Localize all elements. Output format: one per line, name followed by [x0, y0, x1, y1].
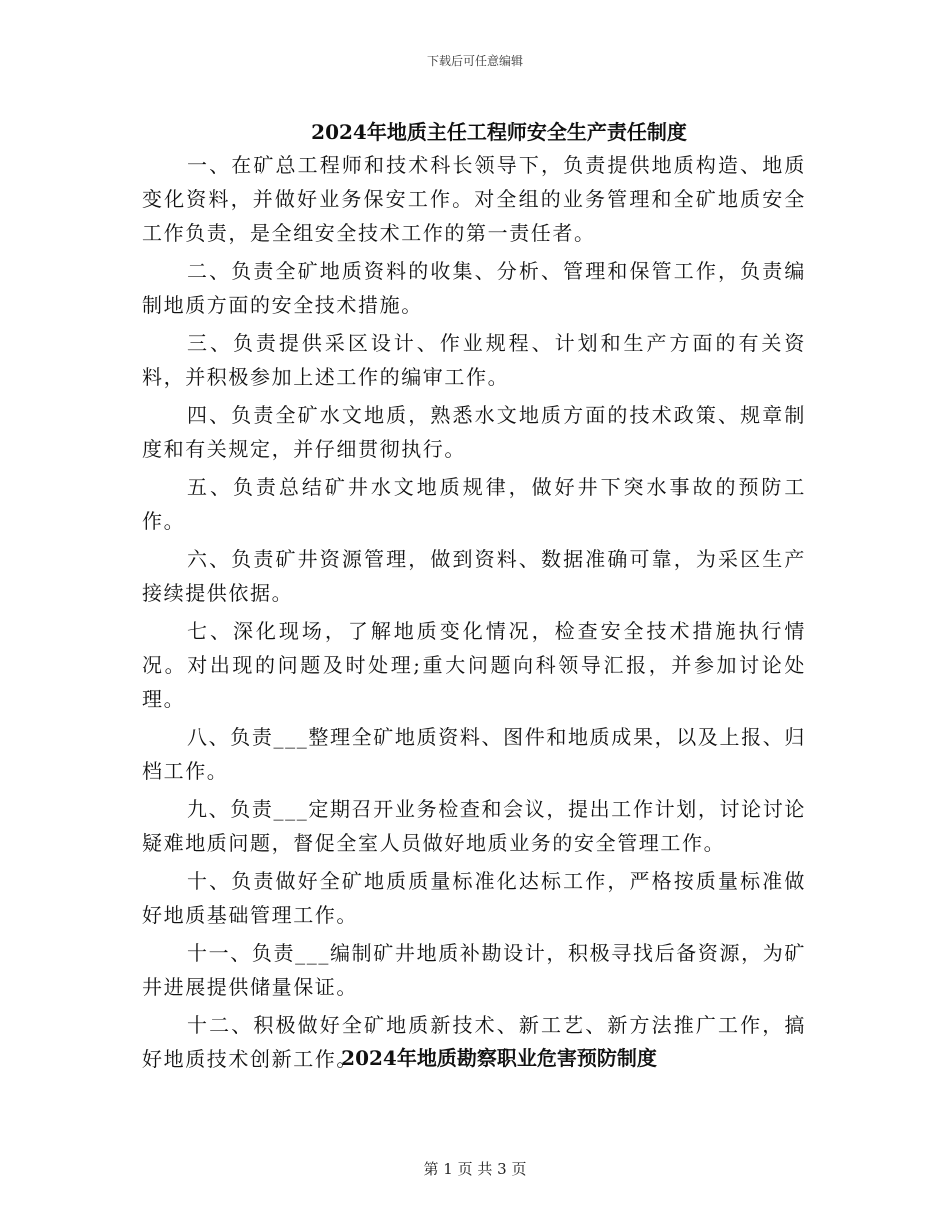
document-body	[142, 148, 806, 1076]
paragraph-12: 十二、积极做好全矿地质新技术、新工艺、新方法推广工作，搞好地质技术创新工作。	[142, 1013, 806, 1071]
page-footer: 第 1 页 共 3 页	[423, 1160, 527, 1178]
paragraph-10: 十、负责做好全矿地质质量标准化达标工作，严格按质量标准做好地质基础管理工作。	[142, 869, 806, 927]
paragraph-3: 三、负责提供采区设计、作业规程、计划和生产方面的有关资料，并积极参加上述工作的编审工作。	[142, 331, 806, 389]
paragraph-1: 一、在矿总工程师和技术科长领导下，负责提供地质构造、地质变化资料，并做好业务保安工作。对全组的业务管理和全矿地质安全工作负责，是全组安全技术工作的第一责任者。	[142, 153, 806, 245]
paragraph-9: 九、负责___定期召开业务检查和会议，提出工作计划，讨论讨论疑难地质问题，督促全室人员做好地质业务的安全管理工作。	[142, 797, 806, 855]
paragraph-8: 八、负责___整理全矿地质资料、图件和地质成果，以及上报、归档工作。	[142, 725, 806, 783]
paragraph-7: 七、深化现场，了解地质变化情况，检查安全技术措施执行情况。对出现的问题及时处理;重大问题向科领导汇报，并参加讨论处理。	[142, 619, 806, 711]
paragraph-4: 四、负责全矿水文地质，熟悉水文地质方面的技术政策、规章制度和有关规定，并仔细贯彻执行。	[142, 403, 806, 461]
paragraph-5: 五、负责总结矿井水文地质规律，做好井下突水事故的预防工作。	[142, 475, 806, 533]
header-note: 下载后可任意编辑	[426, 54, 523, 68]
second-document-title: 2024年地质勘察职业危害预防制度	[341, 1046, 657, 1070]
paragraph-11: 十一、负责___编制矿井地质补勘设计，积极寻找后备资源，为矿井进展提供储量保证。	[142, 941, 806, 999]
document-title: 2024年地质主任工程师安全生产责任制度	[311, 120, 687, 144]
paragraph-6: 六、负责矿井资源管理，做到资料、数据准确可靠，为采区生产接续提供依据。	[142, 547, 806, 605]
paragraph-2: 二、负责全矿地质资料的收集、分析、管理和保管工作，负责编制地质方面的安全技术措施。	[142, 259, 806, 317]
